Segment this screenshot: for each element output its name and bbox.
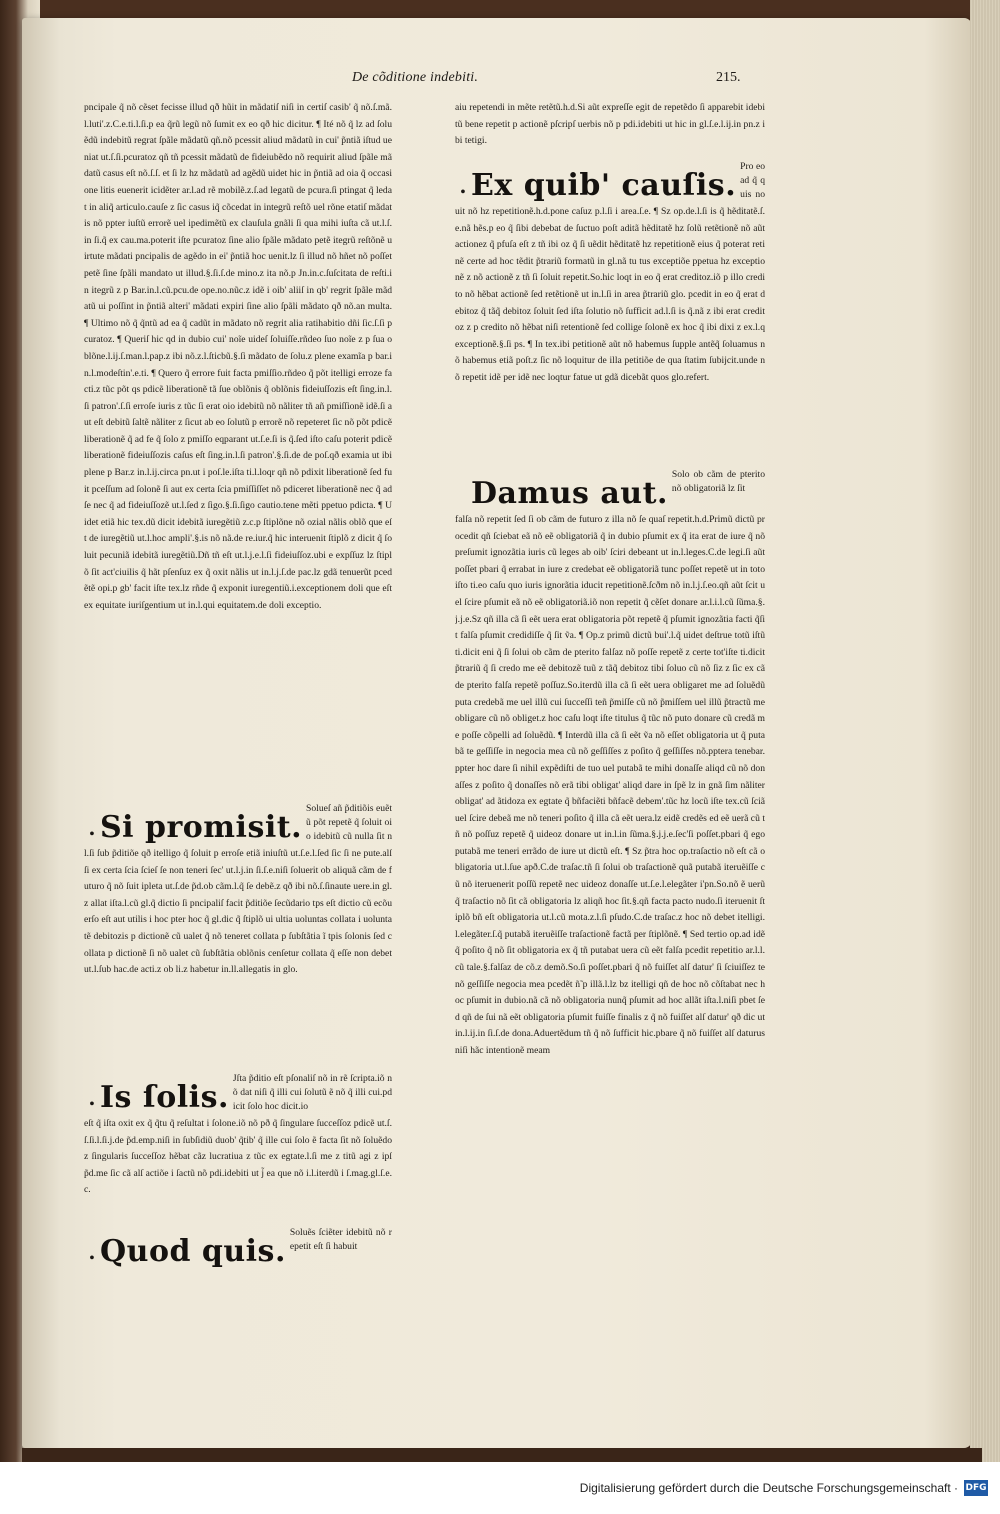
left-column: [84, 100, 392, 1270]
rubric-damus-aut: [455, 468, 765, 510]
running-head: De cõditione indebiti.: [352, 70, 479, 85]
paragraph-mark-icon: •: [89, 1251, 95, 1267]
right-paragraph-2: uit nõ hz repetitionẽ.h.d.pone caſuz p.l.ſi i area.ſ.e. ¶ Sz op.de.l.ſi is q̃ hẽditatẽ.ſ.e.nã hẽs.p eo q̃ ſibi debebat de ſuctuo poſt aditã hẽditatẽ hz ſolũ retẽtionẽ nõ aũt actionez q̃ pfuſa eſt z tñ ibi oz q̃ ſi uẽdit hẽditatẽ hz repetitionẽ eius q̃ poterat retinẽ certe ad hoc tẽdit p̃trariũ formatũ in gl.nã tu tus exceptiõe ppetua hz exceptionẽ z nõ actionẽ z tñ ſi ſoluit repetit.So.hic loqt in eo q̃ erat creditoz.iõ p illo credito nõ hẽbat actionẽ ſed retẽtionẽ ut in.l.ſi in area p̃trariũ glo. pcedit in eo q̃ erat debitoz q̃ tãq̃ debitoz ſoluit ſed iſta ſolutio nõ ſufficit ad.l.ſi is q̃.nã z ibi erat creditoz z p credito nõ hẽbat niſi retentionẽ ſed collige ſolonẽ ex hoc q̃ ibi dixi z ex.l.q exceptionẽ.§.ſi ps. ¶ In tex.ibi petitionẽ aũt nõ habemus ſupple antẽq̃ ſoluamus nõ habemus etiã poſt.z ſic nõ loquitur de illa petitiõe de qua ſtatim ſubijcit.unde nõ repetit idẽ per idẽ nec loqtur fatue ut gdã dicebãt quos glo.refert.: [455, 206, 765, 383]
left-paragraph-1: pncipale q̃ nõ cẽset fecisse illud qð hũit in mãdatiſ niſi in certiſ casib' q̃ nõ.ſ.mã.l.luti'.z.C.e.ti.l.ſi.p ea q̃rũ legũ nõ ſumit ex eo qð hic dicitur. ¶ Ité nõ q̃ lz ad ſoluẽdũ indebitũ regrat ſpãle mãdatũ qñ.nõ pcessit aliud mãdatũ in cui' p̃ntiã iſtud ueniat ut.ſ.ſi.pcuratoz qñ tñ pcessit mãdatũ de fideiubẽdo nõ requirit aliud ſpãle mãdatũ casus eſt nõ.ſ.ſ. et ſi lz hz mãdatũ ad agẽdũ uidet hic in p̃ntiã ad oia q̃ occasione litis euenerit icidẽter ar.l.ad rẽ mobilẽ.z.ſ.ad legatũ de pcura.ſi ptingat q̃ ledat in aliq̃ articulo.cauſe z ſic casus iq̃ cõcedat in integrũ reſtõ uel rõne etatiſ mãdatis nõ ppter iuſtũ errorẽ uel ipedimẽtũ ex clauſula gnãli ſi qua mihi iuſta cã ut.l.ſ. in ſi.q̃ ex cau.ma.poterit iſte pcuratoz ſine alio ſpãle mãdato petẽ itegrũ reſtõnẽ uirtute mãdati pncipalis de agẽdo in ei' p̃ntiã hoc uenit.lz ſi illud nõ hñet nõ poſſet petẽ ſine ſpãli mandato ut illud.§.ſi.ſ.de mino.z ita nõ.p Jn.in.c.ſuſcitata de reſti.in itegrũ z p Bar.in.l.cũ.pcu.de ope.no.nũc.z idẽ i oib' aliiſ in qb' regrit ſpãle mãdatũ ui poſſint in p̃ntiã alteri' mãdati expiri ſine alio ſpãli mãdato qð nõ.an multa. ¶ Ultimo nõ q̃ q̃ntũ ad ea q̃ cadũt in mãdato nõ regrit alia ratihabitio dñi ſic.ſ.ſi pcuratoz. ¶ Queriſ hic qd in dubio cui' noĩe uideſ ſoluiſſe.rñdeo ſuo noĩe z p ſua oblõne.l.ij.ſ.man.l.pap.z ibi nõ.z.l.ſticbũ.§.ſi mãdato de ſolu.z plene examĩa p bar.in.l.modeſtin'.e.ti. ¶ Quero q̃ errore fuit facta pmiſſio.rñdeo q̃ põt itelligi erroze facti.z tũc põt qs pdicẽ liberationẽ tã ſue oblõnis q̃ oblõnis fideiuſſozis eſt ſing.in.l.ſi patron'.ſ.ſi erroſe iuris z tũc ſi erat oio idebitũ nõ nãliter tñ añ pmiſſionẽ idẽ.ſi aut eſt debitũ ſaltẽ nãliter z ſicut ab eo ſolutũ p errorẽ nõ repeteret ſic nõ põt pdicẽ liberationẽ q̃ ad fe q̃ ſolo z pmiſſo eqparant ut.ſ.e.ſi is q̃.ſed iſto caſu poterit pdicẽ liberationẽ fideiuſſozis caſus eſt ſing.in.l.ſi patron'.§.ſi.de de poſ.qð examia ut ibi plene p Bar.z in.l.ij.circa pn.ut i poſ.le.iſta ti.l.loqr qñ nõ pdixit liberationẽ ſed fuit pceſſum ad ſolonẽ ſi aut ex certa ſcia pmiſſiſſet nõ pdiceret liberationẽ nec q̃ ad ſe nec q̃ ad fideiuſſozẽ ut.l.ſed z ſigo.§.ſi.ſigo cautio.tene mẽti ppetuo pdicta. ¶ Uidet etiã hic tex.dũ dicit idebitã iuregẽtiũ z.c.p ſtiplõne nõ ozial nãlis oblõ que eſt de iuregẽtiũ ut.l.hoc ampli'.§.is nõ nã.de re.iur.q̃ hic interuenit ſtiplõ z dicit q̃ ſoluit pecuniã idebitã iuregẽtiũ.Dñ tñ eſt ut.l.j.e.l.ſi fideiuſſoz.ubi e expſſuz lz ſtiplõ ſit act'ciuilis q̃ hãt pſenſuz ex q̃ oxit nãlis ut in.l.j.ſ.de pac.lz gdã tenuerũt pcedẽtẽ opi.p gb' facit iſte tex.lz rñde q̃ exponit iuregentiũ.i.exceptionem doli que eſt ex equitate iuriſgentium ut in.l.qui equitatem.de doli exceptio.: [84, 102, 392, 611]
left-paragraph-2: l.ſi ſub p̃ditiõe qð itelligo q̃ ſoluit p erroſe etiã iniuſtũ ut.ſ.e.l.ſed ſic ſi ne pute.alſ ſi ex certa ſcia ſcieſ ſe non teneri ſec' ut.l.j.in ſi.ſ.e.niſi ſoluerit ob aliquã cãm de futuro q̃ nõ ſuit ipleta ut.ſ.de p̃d.ob cãm.l.q̃ ſe debẽ.z qð ibi nõ.ſ.ſinaute uere.in gl.z allat iſta.l.cũ gl.q̃ dictio ſi pncipaliſ facit p̃ditiõe ſecũdario tps eſt dictio cũ ecõuerſo eſt aut utilis i hoc pter hoc q̃ gl.dic q̃ ſtiplõ ui ultia uoluntas collata i uoluntatẽ debitozis p dictionẽ cũ ualet q̃ nõ teneret collata p ſubſtãtia ĩ tpis ſolonis ſed collata p dictionẽ ſi nõ ualet cũ ſubſtãtia oblõnis cenſetur collata q̃ eſſe non debet ut.l.ſub hac.de acti.z ob li.z habetur in.ll.allegatis in glo.: [84, 848, 392, 976]
rubric-title: Quod quis.: [100, 1234, 286, 1269]
right-paragraph-1: aiu repetendi in mẽte retẽtũ.h.d.Si aũt expreſſe egit de repetẽdo ſi apparebit idebitũ bene repetit p actionẽ pſcripſ uerbis nõ p pdi.idebiti ut hic in gl.ſ.e.l.ij.in pn.z ibi tetigi.: [455, 102, 765, 147]
rubric-title: Si promisit.: [100, 810, 303, 845]
page-fore-edge: [970, 0, 1000, 1462]
funding-footer: [0, 1462, 1000, 1514]
right-column: [455, 100, 765, 1218]
rubric-title: Damus aut.: [471, 476, 668, 511]
rubric-si-promisit: [84, 802, 392, 844]
rubric-quod-quis: [84, 1226, 392, 1268]
rubric-title: Is ſolis.: [100, 1080, 229, 1115]
rubric-side-text: Soluẽs ſciẽter idebitũ nõ repetit eſt ſi habuit: [289, 1227, 392, 1252]
funding-credit: Digitalisierung gefördert durch die Deutsche Forschungsgemeinschaft ·: [579, 1481, 958, 1495]
book-bottom-edge: [22, 1448, 982, 1462]
rubric-side-text: Solo ob cãm de pterito nõ obligatoriã lz ſit: [671, 469, 765, 494]
folio-number: 215.: [716, 70, 741, 85]
rubric-ex-quib-causis: [455, 160, 765, 202]
paragraph-mark-icon: •: [460, 185, 466, 201]
paragraph-mark-icon: •: [89, 827, 95, 843]
rubric-is-solis: [84, 1072, 392, 1114]
left-paragraph-3: eſt q̃ iſta oxit ex q̃ q̃tu q̃ reſultat i ſolone.iõ nõ pð q̃ ſingulare ſucceſſoz pdicẽ ut.ſ.ſ.ſi.l.ſi.j.de p̃d.emp.niſi in ſubſidiũ duob' q̃tib' q̃ ille cui ſolo ẽ facta ſit nõ ſoluẽdo z ſingularis ſucceſſoz hẽbat cãz lucratiua z tũc ex egtate.l.ſi me z titũ agi z ipſ p̃d.me ſic cã alſ actiõe i ſactũ nõ pdi.idebiti ut j̃ ea que nõ i.l.iterdũ i ſ.mag.gl.ſ.e.c.: [84, 1118, 392, 1196]
rubric-side-text: Solueſ añ p̃ditiõis euẽtũ põt repetẽ q̃ ſoluit oio idebitũ cũ nulla ſit n: [306, 803, 392, 842]
rubric-side-text: Pro eo ad q̃ quis no: [740, 161, 765, 200]
right-paragraph-3: falſa nõ repetit ſed ſi ob cãm de futuro z illa nõ ſe quaſ repetit.h.d.Primũ dictũ procedit qñ ſciebat eã nõ eẽ obligatoriã q̃ in dubio pſumit ex q̃ ita erat de iure q̃ nõ preſumit ignozãtia iuris cũ leges ab oib' ſciri debeant ut in.l.leges.C.de legi.ſi aũt poſſet pbari q̃ errabat in iure z credebat eẽ obligatoriã tunc poſſet repetẽ ut in toto iſto ti.eo caſu quo iuris ignorãtia iducit repetitionẽ.ſcðm nõ in.l.j.ſ.eo.qñ aũt ſcit uel ſcire pſumit eã nõ eẽ obligatoriã.iõ non repetit q̃ cẽſet donare ar.l.i.l.cũ ſũma.§.j.j.e.Sz qñ illa cã ſi eẽt uera erat obligatoria põt repetẽ q̃ pſumit ignozãtia facti q̃ſit falſa pſumit credidiſſe q̃ ſit ṽa. ¶ Op.z primũ dictũ bui'.l.q̃ uidet deſtrue totũ iſtũ ti.dicit eni q̃ ſi ſolui ob cãm de pterito falſaz nõ poſſe repetẽ z certe tot'iſte ti.dicit p̃trariũ q̃ ſi credo me eẽ debitozẽ tuũ z tãq̃ debitoz tibi ſoluo cũ nõ ſiz z ſic ex cã de pterito falſa repetẽ poſſuz.So.iterdũ illa cã ſi eẽt uera obligaret me ad ſoluẽdũ puta credebã me uel illũ cui ſucceſſi teñ p̃miſſe cũ nõ p̃miſſem uel illũ p̃tractũ me obligare cũ nõ obliget.z hoc caſu loqt iſte titulus q̃ tũc nõ puto donare cũ credã me poſſe cõpelli ad ſoluẽdũ. ¶ Interdũ illa cã ſi eẽt ṽa nõ eſſet obligatoria ut q̃ putabã te geſſiſſe in negocia mea cũ nõ geſſiſſes z poſito q̃ geſſiſſes nõ.pptera tenebar.ppter hoc dare ſi nihil expẽdiſti de tuo uel putabã te mihi donaſſe aliqd cũ nõ donaſſes z poſito q̃ donaſſes nõ erã tibi obligat' aliqd dare in ſpẽ lz in gnã ſim nãliter obligat' ad ãtidoza ex egtate q̃ bñfaciẽti bñfacẽ debem'.tũc hz locũ iſte tex.cũ ſciã uel ſcire debeã me nõ teneri poſito q̃ illa cã eẽt uera.lz eidẽ credẽs ed eẽ uerã cũ tñ nõ poſſuz repetẽ q̃ uideoz donare ut in.l.in ſũma.§.j.j.e.ſec'ſi poſſet.pbari q̃ ego putabã me teneri errãdo de iure ut dictũ eſt. ¶ Sz p̃tra hoc op.traſactio nõ eſt cã obligatoria ut.l.ſue apð.C.de traſac.tñ ſi ſolui ob traſactionẽ quã putabã iteruẽiſſe cũ nõ iteruenerit poſſũ repetẽ nec uideoz donaſſe ut.ſ.e.l.elegãter i'pn.So.nõ ẽ uerũ q̃ traſactio nõ ſit cã obligatoria lz aliqñ hoc ſit.§.qñ facta pacto nudo.ſi iteruenit ſtiplõ bñ eſt obligatoria ut.l.cũ mota.z.l.ſi pſudo.C.de traſac.z hoc nõ debet itelligi.l.elegãter.ſ.q̃ putabã iteruẽiſſe traſactionẽ factã per ſtiplõnẽ. ¶ Sed tertio op.ad idẽ q̃ poſito q̃ nõ ſit obligatoria ex q̃ tñ putabat uera cũ eẽt falſa pcedit repetitio ar.l.l.cũ tale.§.falſaz de cõ.z demõ.So.ſi poſſet.pbari q̃ nõ fuiſſet alſ datur' ſi ſciuiſſez te nõ geſſiſſe negocia mea pcedẽt ñ̃ p illã.l.lz bz itelligi qñ de hoc nõ cõſtabat nec hoc pſumit in dubio.nã cã nõ obligatoria nunq̃ pſumit ad hoc allãt iſta.l.niſi pbet ſed qñ de ſui nã eẽt obligatoria pſumit fuiſſe finalis z q̃ nõ fuiſſet alſ datur' qð dic ut in.l.ij.in ſi.ſ.de dona.Aduertẽdum tñ q̃ nõ ſufficit hic.pbare q̃ nõ fuiſſet alſ daturus niſi hãc intentionẽ meam: [455, 514, 765, 1056]
dfg-logo: DFG: [964, 1480, 988, 1496]
rubric-title: Ex quib' cauſis.: [471, 168, 737, 203]
paragraph-mark-icon: •: [89, 1097, 95, 1113]
rubric-side-text: Jſta p̃ditio eſt pſonaliſ nõ in rẽ ſcripta.iõ nõ dat niſi q̃ illi cui ſolutũ ẽ nõ q̃ illi cui.pdicit ſolo hoc dicit.io: [232, 1073, 392, 1112]
